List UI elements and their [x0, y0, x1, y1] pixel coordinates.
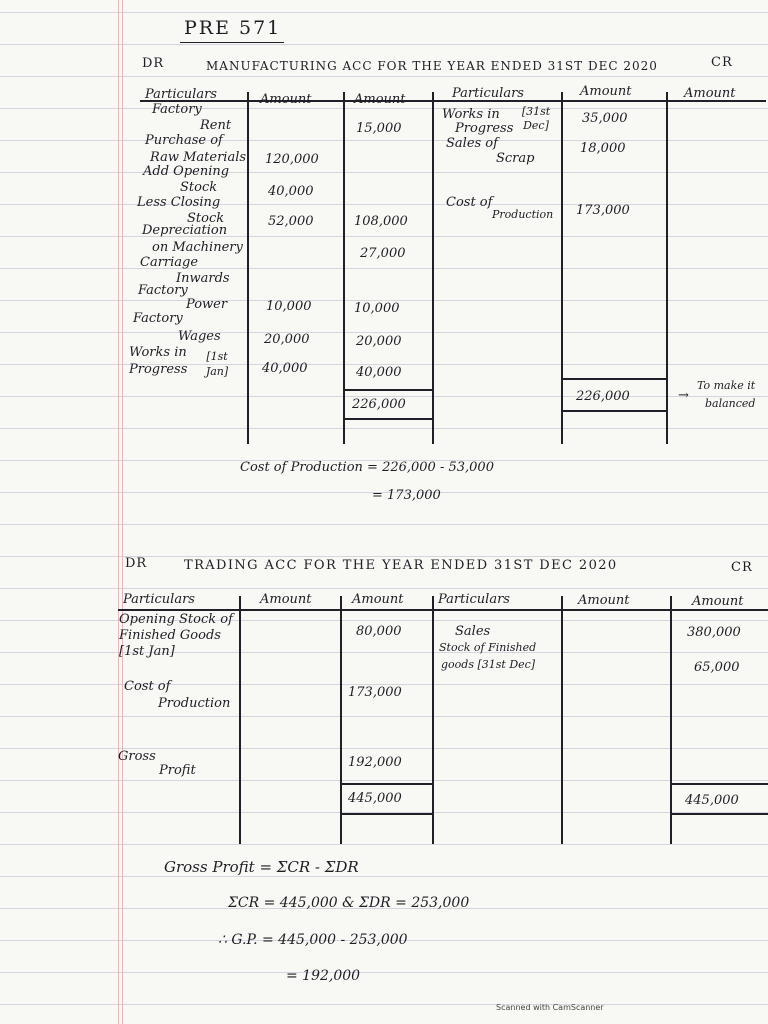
- trading-col-divider-4: [561, 596, 563, 844]
- mfg-left-item-line2: Inwards: [176, 271, 230, 286]
- mfg-right-item-line2: Scrap: [496, 151, 535, 166]
- mfg-right-item-line1: Cost of: [446, 195, 493, 210]
- mfg-left-item-line1: Carriage: [140, 255, 199, 270]
- trading-right-item-line2: goods [31st Dec]: [441, 658, 536, 671]
- mfg-left-amount1: 120,000: [265, 152, 319, 167]
- mfg-left-item-line1: Factory: [133, 311, 183, 326]
- mfg-left-item-line2: Stock: [180, 180, 218, 195]
- trading-left-item-line2: Production: [158, 696, 231, 711]
- trading-right-item-line1: Stock of Finished: [439, 641, 537, 654]
- mfg-right-amount1: 18,000: [580, 141, 626, 156]
- gp-calc-line2: ΣCR = 445,000 & ΣDR = 253,000: [228, 895, 470, 911]
- trading-left-total-rule-bottom: [340, 813, 432, 815]
- mfg-left-item-line1: Depreciation: [142, 223, 228, 238]
- mfg-right-item-line2: Progress: [455, 121, 514, 136]
- trading-left-item-line2: Profit: [159, 763, 196, 778]
- mfg-left-total-rule-top: [343, 389, 432, 391]
- mfg-left-amount1: 20,000: [264, 332, 310, 347]
- mfg-left-amount1: 52,000: [268, 214, 314, 229]
- mfg-header-particulars-left: Particulars: [145, 87, 217, 102]
- trading-left-amount2: 173,000: [348, 685, 402, 700]
- margin-line: [118, 0, 119, 1024]
- trading-header-particulars-left: Particulars: [123, 592, 195, 607]
- mfg-header-amount-right-2: Amount: [684, 86, 736, 101]
- trading-right-amount2: 65,000: [694, 660, 740, 675]
- trading-col-divider-2: [340, 596, 342, 844]
- mfg-right-total-rule-bottom: [561, 410, 666, 412]
- cop-calc-line1: Cost of Production = 226,000 - 53,000: [240, 460, 494, 475]
- mfg-left-amount2: 27,000: [360, 246, 406, 261]
- trading-col-divider-5: [670, 596, 672, 844]
- trading-header-amount-right-1: Amount: [578, 593, 630, 608]
- gp-calc-line4: = 192,000: [286, 968, 361, 984]
- mfg-header-amount-right-1: Amount: [580, 84, 632, 99]
- mfg-col-divider-3: [432, 92, 434, 444]
- mfg-right-item-line2: Production: [492, 208, 554, 221]
- mfg-right-total-rule-top: [561, 378, 666, 380]
- trading-left-item-line1: Opening Stock of: [119, 612, 233, 627]
- mfg-header-particulars-right: Particulars: [452, 86, 524, 101]
- balance-note-line1: To make it: [697, 379, 756, 392]
- trading-header-amount-right-2: Amount: [692, 594, 744, 609]
- mfg-left-amount2: 20,000: [356, 334, 402, 349]
- mfg-title: MANUFACTURING ACC FOR THE YEAR ENDED 31ST DEC 2020: [206, 59, 658, 73]
- mfg-right-total: 226,000: [576, 389, 630, 404]
- trading-left-amount2: 192,000: [348, 755, 402, 770]
- mfg-left-item-line2: Progress: [129, 362, 188, 377]
- mfg-left-item-bracket: [1st Jan]: [205, 350, 229, 378]
- scanner-footer: Scanned with CamScanner: [496, 1003, 604, 1012]
- mfg-left-item-line2: Power: [186, 297, 228, 312]
- mfg-left-item-line1: Add Opening: [143, 164, 230, 179]
- mfg-right-amount1: 35,000: [582, 111, 628, 126]
- mfg-left-item-line2: Stock: [187, 211, 225, 226]
- trading-right-item-line1: Sales: [455, 624, 491, 639]
- mfg-left-item-line1: Purchase of: [145, 133, 223, 148]
- balance-note-line2: balanced: [705, 397, 756, 410]
- mfg-left-item-line1: Works in: [129, 345, 187, 360]
- mfg-col-divider-5: [666, 92, 668, 444]
- mfg-left-item-line2: Raw Materials: [150, 150, 247, 165]
- trading-header-amount-left-2: Amount: [352, 592, 404, 607]
- mfg-left-total-rule-bottom: [343, 418, 432, 420]
- mfg-header-amount-left-2: Amount: [354, 92, 406, 107]
- trading-left-item-line1: Gross: [118, 749, 156, 764]
- trading-cr-label: CR: [731, 560, 753, 575]
- trading-dr-label: DR: [125, 556, 148, 571]
- mfg-left-item-line2: on Machinery: [152, 240, 243, 255]
- mfg-left-amount1: 40,000: [268, 184, 314, 199]
- mfg-left-item-line1: Factory: [152, 102, 202, 117]
- course-code-underline: [180, 42, 284, 43]
- mfg-left-item-line2: Rent: [200, 118, 232, 133]
- mfg-left-item-line1: Less Closing: [137, 195, 221, 210]
- mfg-cr-label: CR: [711, 55, 733, 70]
- mfg-col-divider-1: [247, 92, 249, 444]
- mfg-col-divider-2: [343, 92, 345, 444]
- mfg-right-amount1: 173,000: [576, 203, 630, 218]
- gp-calc-line3: ∴ G.P. = 445,000 - 253,000: [218, 932, 408, 948]
- margin-line-inner: [122, 0, 123, 1024]
- mfg-col-divider-4: [561, 92, 563, 444]
- mfg-right-item-bracket: [31st Dec]: [521, 105, 551, 133]
- mfg-left-amount2: 10,000: [354, 301, 400, 316]
- trading-right-total-rule-bottom: [670, 813, 768, 815]
- trading-title: TRADING ACC FOR THE YEAR ENDED 31ST DEC 2020: [184, 558, 618, 573]
- trading-header-particulars-right: Particulars: [438, 592, 510, 607]
- trading-col-divider-1: [239, 596, 241, 844]
- trading-left-item-line2: Finished Goods: [119, 628, 221, 643]
- trading-header-amount-left-1: Amount: [260, 592, 312, 607]
- mfg-right-item-line1: Sales of: [446, 136, 498, 151]
- mfg-right-item-line1: Works in: [442, 107, 500, 122]
- trading-right-total: 445,000: [685, 793, 739, 808]
- trading-left-total: 445,000: [348, 791, 402, 806]
- mfg-left-amount2: 108,000: [354, 214, 408, 229]
- cop-calc-line2: = 173,000: [372, 488, 441, 503]
- balance-note-arrow: →: [678, 388, 689, 403]
- trading-left-total-rule-top: [340, 783, 432, 785]
- mfg-dr-label: DR: [142, 56, 165, 71]
- trading-right-amount2: 380,000: [687, 625, 741, 640]
- trading-left-amount2: 80,000: [356, 624, 402, 639]
- mfg-left-amount1: 40,000: [262, 361, 308, 376]
- mfg-left-amount2: 40,000: [356, 365, 402, 380]
- mfg-header-amount-left-1: Amount: [260, 92, 312, 107]
- trading-col-divider-3: [432, 596, 434, 844]
- mfg-left-item-line1: Factory: [138, 283, 188, 298]
- mfg-left-item-line2: Wages: [178, 329, 221, 344]
- mfg-left-amount2: 15,000: [356, 121, 402, 136]
- trading-left-item-line1: Cost of: [124, 679, 171, 694]
- mfg-left-total: 226,000: [352, 397, 406, 412]
- trading-right-total-rule-top: [670, 783, 768, 785]
- trading-left-item-line3: [1st Jan]: [119, 644, 175, 659]
- course-code: PRE 571: [184, 17, 282, 39]
- gp-calc-line1: Gross Profit = ΣCR - ΣDR: [164, 858, 359, 876]
- mfg-left-amount1: 10,000: [266, 299, 312, 314]
